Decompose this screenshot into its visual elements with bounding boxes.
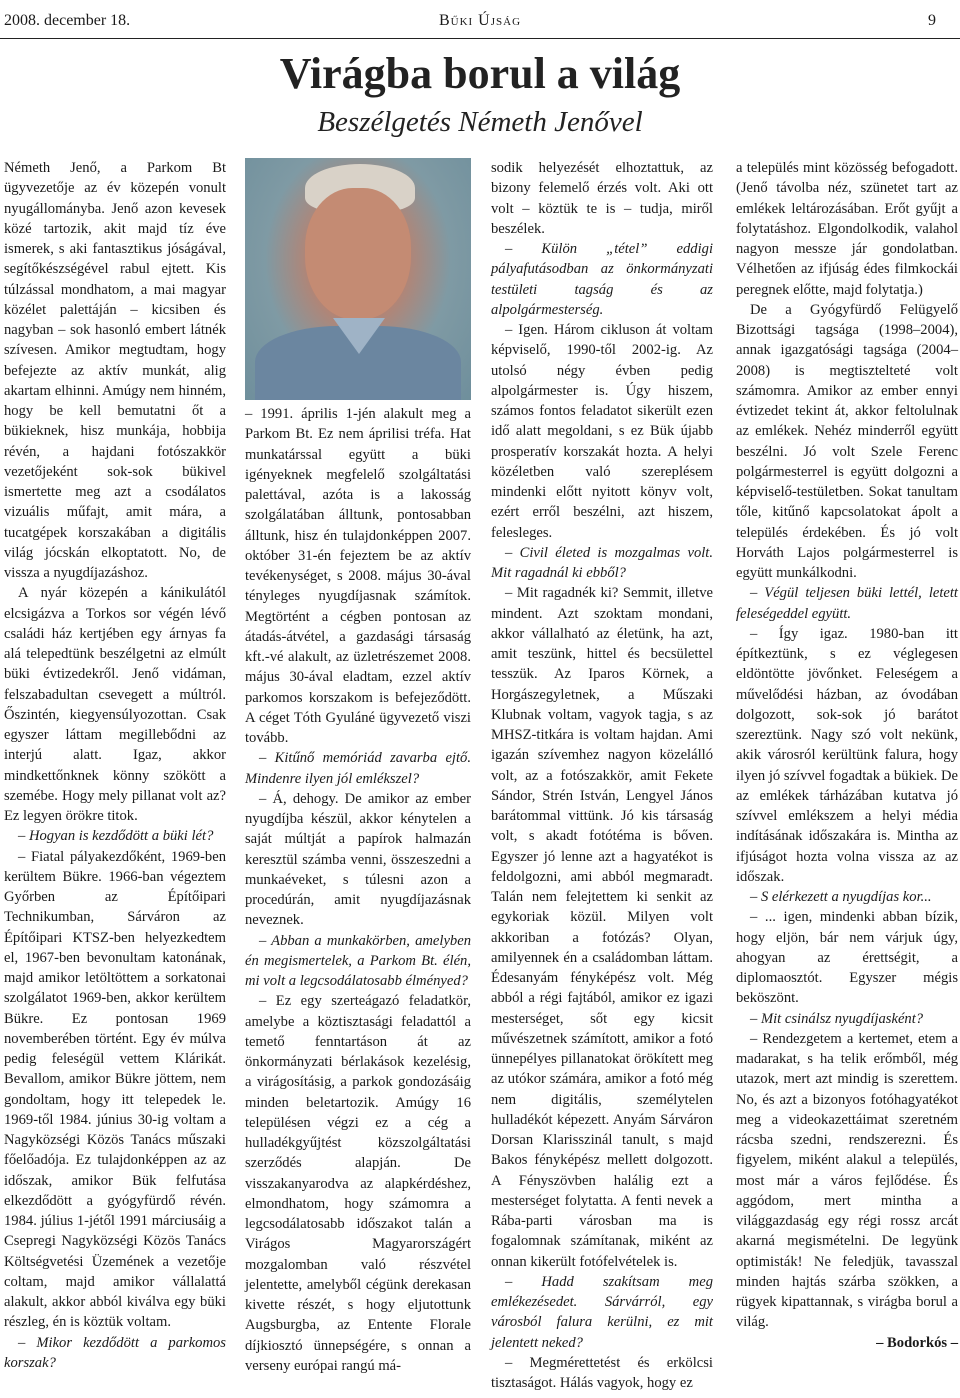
question-paragraph: – Külön „tétel” eddigi pályafutásodban az önkormányzati testületi tagság és az alpolgármesterség.: [491, 241, 713, 318]
text-paragraph: – ... igen, mindenki abban bízik, hogy eljön, bár nem várjuk úgy, ahogyan az érettségit, a diplomaosztót. Egyszer mégis beköszönt.: [736, 909, 958, 1007]
question-paragraph: – Kitűnő memóriád zavarba ejtő. Mindenre ilyen jól emlékszel?: [245, 750, 471, 787]
column-2: [245, 404, 471, 1376]
text-paragraph: – Mit ragadnék ki? Semmit, illetve mindent. Azt szoktam mondani, akkor vállalható az életünk, ha azt, amit teszünk, hittel és becsülettel tesszük. Az Iparos Körnek, a Horgászegyletnek, a Műszaki Klubnak voltam, vagyok tagja, s az MHSZ-titkára is voltam hajdan. Ami igazán szívemhez nagyon közelálló volt, az a fotószakkör, amit Fekete Sándor, Strén István, Lengyel János barátommal vittünk. Jó kis társaság volt, s akadt fotótéma is bőven. Egyszer jó lenne azt a hagyatékot is feldolgozni, ami abból megmaradt. Talán nem felejtettem ki senkit az egykoriak közül. Milyen volt akkoriban a fotózás? Olyan, amilyennek én a családomban láttam. Édesanyám fényképész volt. Még abból a régi fajtából, amikor ez igazi mesterséget, sőt egy kicsit művészetnek számított, amikor a fotó ünnepélyes pillanatokat örökített meg az utókor számára, amikor a fotó még nem digitális, személytelen hulladékót képezett. Anyám Sárváron Dorsan Klarisszinál tanult, s majd Bakos fényképész mellett dolgozott. A Fényszövben halálig ezt a mesterséget folytatta. A fenti nevek a Rába-parti városban ma is fogalomnak számítanak, miként az onnan kikerült fotófelvételek is.: [491, 585, 713, 1270]
question-paragraph: – Hogyan is kezdődött a büki lét?: [18, 828, 214, 845]
text-paragraph: a település mint közösség befogadott. (Jenő távolba néz, szünetet tart az emlékek leltározásában. Erőt gyűjt a folytatáshoz. Elgondolkodik, valahol nagyon messze jár gondolatban. Vélhetően az ifjúság édes filmkockái peregnek előtte, majd folytatja.): [736, 160, 958, 298]
question-paragraph: – S elérkezett a nyugdíjas kor...: [750, 889, 932, 905]
question-paragraph: – Mit csinálsz nyugdíjasként?: [750, 1010, 924, 1027]
portrait-photo: [245, 158, 471, 400]
issue-date: 2008. december 18.: [4, 12, 131, 29]
text-paragraph: – Ez egy szerteágazó feladatkör, amelybe a köztisztasági feladattól a temető fenntartáson át az önkormányzati bérlakások kezelésig, a virágosításig, a parkok gondozásáig minden beletartozik. Amúgy 16 településen végzi ez a cég a hulladékgyűjtést közszolgáltatási szerződés alapján. De visszakanyarodva az alapkérdéshez, elmondhatom, hogy számomra a legcsodálatosabb időszakot talán a Virágos Magyarországért mozgalomban való részvétel jelentette, amelyből cégünk derekasan kivette részét, s hogy eljutottunk Augsburgba, az Entente Florale díjkiosztó ünnepségére, s onnan a verseny európai rangú má-: [245, 993, 471, 1374]
text-paragraph: – Rendezgetem a kertemet, etem a madarakat, s ha telik erőmből, még utazok, mert azt mindig is szerettem. No, és azt a bizonyos fotóhagyatékot meg a videokazettáimat szeretném rácsba szedni, rendszerezni. És figyelem, miként alakul a település, most már a város fejlődése. És aggódom, mert mintha a világgazdaság egy régi rossz arcát akarná megismételni. De legyünk optimisták! Ne feledjük, tavasszal minden hajtás szárba szökken, a rügyek kipattannak, s virágba borul a világ.: [736, 1030, 958, 1331]
text-paragraph: – Megmérettetést és erkölcsi tisztaságot. Hálás vagyok, hogy ez: [491, 1354, 713, 1391]
text-paragraph: – Így igaz. 1980-ban itt építkeztünk, s ez véglegesen eldöntötte jövőnket. Feleségem a művelődési házban, az óvodában dolgozott, sok-sok jó barátot szereztünk. Nagy szó volt nekünk, akik városról kerültünk falura, hogy ilyen jó szívvel fogadtak a bükiek. De az emlékek tárházában kutatva jó szívvel emlékszem a helyi média indításának időszakára is. Mintha az ifjúságot hozta volna vissza az az időszak.: [736, 625, 958, 885]
question-paragraph: – Mikor kezdődött a parkomos korszak?: [4, 1334, 226, 1371]
page-header: [0, 8, 960, 32]
text-paragraph: – 1991. április 1-jén alakult meg a Parkom Bt. Ez nem áprilisi tréfa. Hat munkatárssal együtt a büki igényeknek megfelelő szolgáltatási palettával, azóta is a lakosság szolgálatában álltunk, pontosabban álltunk, hisz én tulajdonképpen 2007. október 31-én fejeztem be az aktív tevékenységet, s 2008. május 30-ával tényleges nyugdíjasnak számítok. Megtörtént a cégben pontosan az átadás-átvétel, a gazdasági társaság kft.-vé alakult, az üzletrészemet 2008. május 30-ával eladtam, ezzel aktív parkomos korszakom is befejeződött. A céget Tóth Gyuláné ügyvezető viszi tovább.: [245, 406, 471, 746]
question-paragraph: – Hadd szakítsam meg emlékezésedet. Sárvárról, egy városból falura kerülni, ez mit jelentett neked?: [491, 1273, 713, 1351]
question-paragraph: – Abban a munkakörben, amelyben én megismertelek, a Parkom Bt. élén, mi volt a legcsodálatosabb élményed?: [245, 932, 471, 989]
article-subtitle: Beszélgetés Németh Jenővel: [317, 106, 643, 138]
column-3: [491, 158, 713, 1393]
column-4: [736, 158, 958, 1353]
photo-face: [305, 188, 411, 320]
text-paragraph: Németh Jenő, a Parkom Bt ügyvezetője az év közepén vonult nyugállományba. Jenő azon kevesek közé tartozik, akit majd tíz éve ismerek, s aki fantasztikus jóságával, segítőkészségével rabul ejtett. Kis túlzással mondhatom, a mai magyar közélet palettáján – kicsiben és nagyban – sok hasonló embert látnék szívesen. Amikor megtudtam, hogy befejezte az aktív munkát, alig akartam elhinni. Amúgy nem hinném, hogy be kell bemutatni őt a bükieknek, hisz munkája, hobbija révén, a hajdani fotószakkör vezetőjeként sok-sok bükivel ismertette meg azt a csodálatos vizuális műfajt, amit mára, a tucatgépek korszakában a digitális világ jócskán elkoptatott. No, de vissza a nyugdíjazáshoz.: [4, 160, 226, 581]
text-paragraph: De a Gyógyfürdő Felügyelő Bizottsági tagsága (1998–2004), annak igazgatósági tagsága (2004–2008) is megtisztelteté volt számomra. Amikor az ember ennyi évtizedet tekint át, akkor feltolulnak az emlékek. Nehéz minderről együtt beszélni. Jó volt Szele Ferenc polgármesterrel is együtt dolgozni a képviselő-testületben. Sokat tanultam tőle, kitűnő kapcsolatokat ápolt a település érdekében. És jó volt Horváth Lajos polgármesterrel is együtt munkálkodni.: [736, 301, 958, 581]
question-paragraph: – Végül teljesen büki lettél, letett feleségeddel együtt.: [736, 585, 958, 622]
text-paragraph: – Igen. Három cikluson át voltam képviselő, 1990-től 2002-ig. Az utolsó négy évben pedig alpolgármester is. Úgy hiszem, számos fontos feladatot sikerült ezen idő alatt megoldani, s ez Bük újabb prosperatív korszakát hozta. A helyi közéletben való szereplésem mindenki előtt nyitott könyv volt, ezért erről beszélni, azt hiszem, felesleges.: [491, 322, 713, 541]
newspaper-name: Bűki Újság: [438, 12, 522, 29]
page-number: 9: [928, 12, 936, 29]
text-paragraph: A nyár közepén a kánikulától elcsigázva a Torkos sor végén lévő családi ház kertjében egy árnyas fa alá telepedtünk beszélgetni az elmúlt büki évtizedekről. Jenő vidáman, felszabadultan csevegett a múltról. Őszintén, kiegyensúlyozottan. Csak egyszer láttam megillebődni az interjú alatt. Igaz, akkor mindkettőnknek könny szökött a szemébe. Hogy mely pillanat volt az? Ez legyen örökre titok.: [4, 585, 226, 824]
text-paragraph: – Á, dehogy. De amikor az ember nyugdíjba készül, akkor kénytelen a saját múltját a papírok halmazán keresztül számba venni, összeszedni a munkaéveket, s túlesni azon a procedúrán, amit nyugdíjazásnak neveznek.: [245, 790, 471, 929]
text-paragraph: sodik helyezését elhoztattuk, az bizony felemelő érzés volt. Aki ott volt – köztük te is – tudja, miről beszélek.: [491, 160, 713, 237]
text-paragraph: – Fiatal pályakezdőként, 1969-ben kerültem Bükre. 1966-ban végeztem Győrben az Építőipari Technikumban, Sárváron az Építőipari KTSZ-ben helyezkedtem el, 1967-ben bevonultam katonának, majd amikor letöltöttem a sorkatonai szolgálatot 1969-ben, akkor kerültem Bükre. Ez pontosan 1969 novemberében történt. Egy év múlva pedig feleségül vettem Klárikát. Bevallom, amikor Bükre jöttem, nem gondoltam, hogy itt telepedek le. 1969-től 1984. június 30-ig voltam a Nagyközségi Közös Tanács műszaki főelőadója. Ez tulajdonképpen az az időszak, amikor Bük felfutása elkezdődött a gyógyfürdő révén. 1984. július 1-jétől 1991 márciusáig a Csepregi Nagyközségi Közös Tanács Költségvetési Üzemének a vezetője coltam, majd amikor vállalattá alakult, akkor abból kiválva egy büki részleg, én is köztük voltam.: [4, 848, 226, 1331]
article-title: Virágba borul a világ: [279, 49, 681, 98]
header-rule: [0, 38, 960, 39]
question-paragraph: – Civil életed is mozgalmas volt. Mit ragadnál ki ebből?: [491, 544, 713, 581]
author-signature: – Bodorkós –: [876, 1334, 958, 1351]
column-1: [4, 158, 226, 1373]
